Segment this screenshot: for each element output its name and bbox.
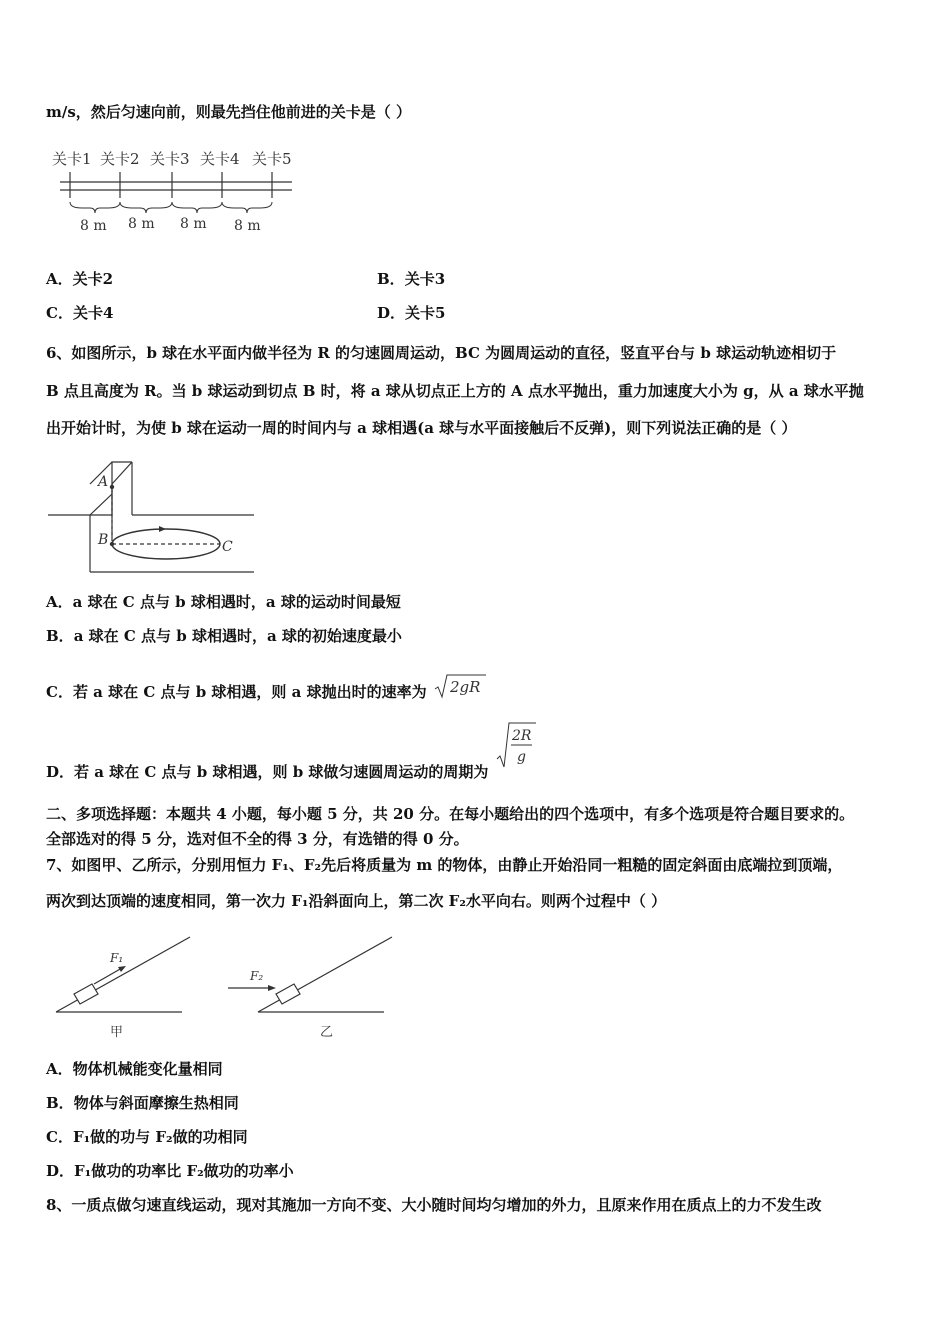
point-b-label: B	[98, 532, 109, 548]
distance-label-1: 8 m	[80, 218, 107, 234]
point-a-label: A	[98, 474, 109, 490]
platform-circle-diagram	[46, 458, 256, 576]
section-2-heading-line-2: 全部选对的得 5 分，选对但不全的得 3 分，有选错的得 0 分。	[46, 830, 469, 848]
distance-label-2: 8 m	[128, 216, 155, 232]
q8-stem-line-1: 8、一质点做匀速直线运动，现对其施加一方向不变、大小随时间均匀增加的外力，且原来作用在质点上的力不发生改	[46, 1196, 822, 1214]
caption-yi: 乙	[320, 1025, 334, 1040]
incline-diagrams	[52, 932, 397, 1042]
fraction-denominator: g	[516, 749, 526, 765]
q7-stem-line-1: 7、如图甲、乙所示，分别用恒力 F₁、F₂先后将质量为 m 的物体，由静止开始沿同一粗糙的固定斜面由底端拉到顶端，	[46, 856, 843, 874]
q6-option-a: A．a 球在 C 点与 b 球相遇时，a 球的运动时间最短	[46, 593, 401, 611]
gate-label-3: 关卡3	[150, 150, 190, 168]
q6-option-c: C．若 a 球在 C 点与 b 球相遇，则 a 球抛出时的速率为 2gR	[46, 673, 486, 702]
gate-label-5: 关卡5	[252, 150, 292, 168]
q6-stem-line-1: 6、如图所示，b 球在水平面内做半径为 R 的匀速圆周运动，BC 为圆周运动的直径，竖直平台与 b 球运动轨迹相切于	[46, 344, 837, 362]
q5-stem-end: m/s，然后匀速向前，则最先挡住他前进的关卡是（ ）	[46, 103, 412, 121]
q7-option-c: C．F₁做的功与 F₂做的功相同	[46, 1128, 248, 1146]
q6-stem-line-3: 出开始计时，为使 b 球在运动一周的时间内与 a 球相遇(a 球与水平面接触后不反弹)，则下列说法正确的是（ ）	[46, 419, 797, 437]
q5-option-b: B．关卡3	[377, 270, 446, 288]
fraction-numerator: 2R	[511, 728, 532, 744]
q7-option-d: D．F₁做功的功率比 F₂做功的功率小	[46, 1162, 294, 1180]
gate-label-2: 关卡2	[100, 150, 140, 168]
sqrt-symbol	[434, 673, 486, 699]
q7-option-a: A．物体机械能变化量相同	[46, 1060, 223, 1078]
q6-option-d: D．若 a 球在 C 点与 b 球相遇，则 b 球做匀速圆周运动的周期为 2R g	[46, 721, 536, 771]
distance-label-4: 8 m	[234, 218, 261, 234]
q7-stem-line-2: 两次到达顶端的速度相同，第一次力 F₁沿斜面向上，第二次 F₂水平向右。则两个过程中（ ）	[46, 892, 667, 910]
caption-jia: 甲	[110, 1025, 124, 1040]
q5-option-a: A．关卡2	[46, 270, 114, 288]
force-f2-label: F₂	[250, 969, 264, 983]
q5-option-d: D．关卡5	[377, 304, 446, 322]
q6-stem-line-2: B 点且高度为 R。当 b 球运动到切点 B 时，将 a 球从切点正上方的 A 点水平抛出，重力加速度大小为 g，从 a 球水平抛	[46, 382, 864, 400]
sqrt-2gr: 2gR	[449, 678, 481, 696]
distance-label-3: 8 m	[180, 216, 207, 232]
q5-option-c: C．关卡4	[46, 304, 114, 322]
gate-label-4: 关卡4	[200, 150, 240, 168]
q6-option-b: B．a 球在 C 点与 b 球相遇时，a 球的初始速度最小	[46, 627, 402, 645]
force-f1-label: F₁	[110, 951, 124, 965]
section-2-heading-line-1: 二、多项选择题：本题共 4 小题，每小题 5 分，共 20 分。在每小题给出的四个选项中，有多个选项是符合题目要求的。	[46, 805, 855, 823]
point-c-label: C	[222, 539, 233, 555]
gates-diagram	[52, 146, 302, 238]
sqrt-fraction	[496, 721, 536, 769]
gate-label-1: 关卡1	[52, 150, 92, 168]
q7-option-b: B．物体与斜面摩擦生热相同	[46, 1094, 239, 1112]
